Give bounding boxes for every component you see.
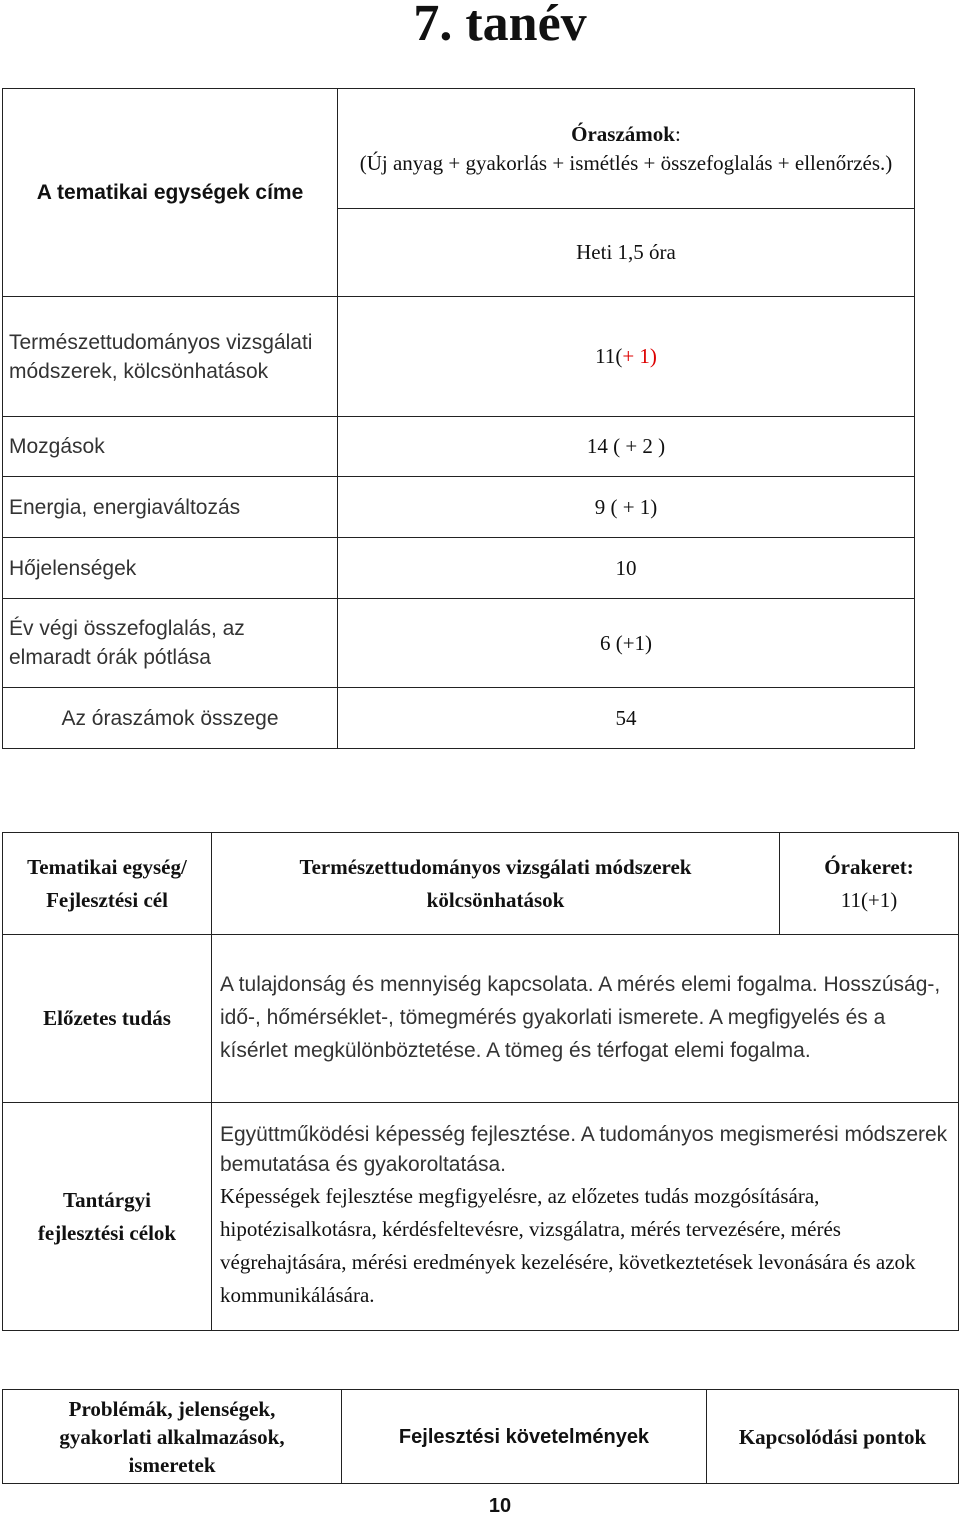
topic-row-1: Természettudományos vizsgálati módszerek, kölcsönhatások xyxy=(3,297,338,417)
hours-header-bold: Óraszámok xyxy=(571,121,675,146)
unit-label xyxy=(3,833,212,935)
hours-table xyxy=(2,88,915,749)
unit-label-line2: Fejlesztési cél xyxy=(46,887,168,912)
topic-row-2: Mozgások xyxy=(3,417,338,477)
hours-header-desc: (Új anyag + gyakorlás + ismétlés + összefoglalás + ellenőrzés.) xyxy=(359,150,893,175)
col-requirements: Fejlesztési követelmények xyxy=(342,1390,707,1484)
page-title: 7. tanév xyxy=(413,0,587,52)
goals-text-2: Képességek fejlesztése megfigyelésre, az előzetes tudás mozgósítására, hipotézisalkotásra, kérdésfeltevésre, vizsgálatra, mérés tervezésére, mérés végrehajtására, mérési eredmények kezelésére, következtetések levonására és azok kommunikálására. xyxy=(220,1183,916,1307)
hours-row-4: 10 xyxy=(338,538,915,599)
col-connections: Kapcsolódási pontok xyxy=(707,1390,959,1484)
hours-header-colon: : xyxy=(674,121,681,146)
hours-row-3: 9 ( + 1) xyxy=(338,477,915,538)
sum-value: 54 xyxy=(338,688,915,749)
hours-row-2: 14 ( + 2 ) xyxy=(338,417,915,477)
unit-title-line2: kölcsönhatások xyxy=(426,887,565,912)
unit-label-line1: Tematikai egység/ xyxy=(27,854,187,879)
hours-header xyxy=(338,89,915,209)
hours-frame-value: 11(+1) xyxy=(840,887,898,912)
goals-label-line1: Tantárgyi xyxy=(63,1187,151,1212)
hours-row-1 xyxy=(338,297,915,417)
topic-row-3: Energia, energiaváltozás xyxy=(3,477,338,538)
unit-title-line1: Természettudományos vizsgálati módszerek xyxy=(299,854,692,879)
topics-header: A tematikai egységek címe xyxy=(3,89,338,297)
topic-row-4: Hőjelenségek xyxy=(3,538,338,599)
goals-label-line2: fejlesztési célok xyxy=(37,1220,177,1245)
col-problems: Problémák, jelenségek, gyakorlati alkalmazások, ismeretek xyxy=(3,1390,342,1484)
hours-row-5: 6 (+1) xyxy=(338,599,915,688)
page-number: 10 xyxy=(488,1495,512,1517)
goals-text-1: Együttműködési képesség fejlesztése. A tudományos megismerési módszerek bemutatása és gyakoroltatása. xyxy=(220,1122,948,1176)
hours-frame xyxy=(780,833,959,935)
hours-row-1-c: ) xyxy=(649,344,657,368)
goals-label xyxy=(3,1103,212,1331)
unit-table xyxy=(2,832,959,1331)
unit-title xyxy=(212,833,780,935)
requirements-table xyxy=(2,1389,959,1484)
hours-frame-label: Órakeret: xyxy=(824,854,914,879)
prior-knowledge-text: A tulajdonság és mennyiség kapcsolata. A mérés elemi fogalma. Hosszúság-, idő-, hőmérséklet-, tömegmérés gyakorlati ismerete. A megfigyelés és a kísérlet megkülönböztetése. A tömeg és térfogat elemi fogalma. xyxy=(212,935,959,1103)
prior-knowledge-label: Előzetes tudás xyxy=(3,935,212,1103)
weekly-hours: Heti 1,5 óra xyxy=(338,209,915,297)
hours-row-1-a: 11( xyxy=(595,344,623,368)
sum-label: Az óraszámok összege xyxy=(3,688,338,749)
goals-text xyxy=(212,1103,959,1331)
topic-row-5: Év végi összefoglalás, az elmaradt órák pótlása xyxy=(3,599,338,688)
hours-row-1-b: + 1 xyxy=(622,344,650,368)
